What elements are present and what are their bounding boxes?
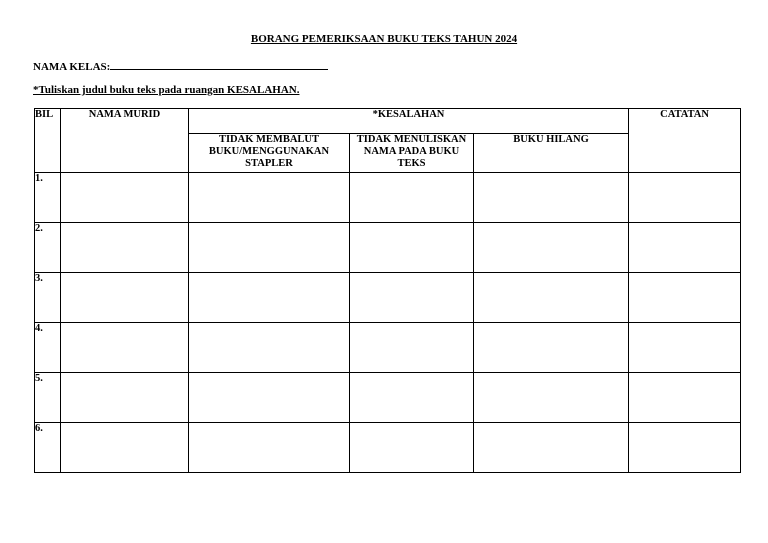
cell-tidak-menuliskan-nama[interactable] bbox=[350, 423, 474, 473]
cell-catatan[interactable] bbox=[629, 373, 741, 423]
cell-tidak-menuliskan-nama[interactable] bbox=[350, 323, 474, 373]
cell-catatan[interactable] bbox=[629, 273, 741, 323]
cell-catatan[interactable] bbox=[629, 423, 741, 473]
cell-tidak-menuliskan-nama[interactable] bbox=[350, 173, 474, 223]
inspection-table bbox=[34, 108, 741, 473]
form-title: BORANG PEMERIKSAAN BUKU TEKS TAHUN 2024 bbox=[250, 33, 518, 45]
table-row bbox=[35, 273, 741, 323]
cell-nama-murid[interactable] bbox=[61, 273, 189, 323]
table-row bbox=[35, 223, 741, 273]
table-header-row bbox=[35, 109, 741, 134]
cell-buku-hilang[interactable] bbox=[474, 423, 629, 473]
table-row bbox=[35, 373, 741, 423]
cell-buku-hilang[interactable] bbox=[474, 223, 629, 273]
cell-buku-hilang[interactable] bbox=[474, 373, 629, 423]
cell-tidak-membalut[interactable] bbox=[189, 323, 350, 373]
cell-tidak-membalut[interactable] bbox=[189, 373, 350, 423]
cell-nama-murid[interactable] bbox=[61, 323, 189, 373]
header-kesalahan: *KESALAHAN bbox=[189, 109, 629, 134]
class-name-line bbox=[33, 59, 328, 73]
subheader-tidak-membalut: TIDAK MEMBALUT BUKU/MENGGUNAKAN STAPLER bbox=[189, 134, 350, 173]
row-number: 5. bbox=[35, 373, 61, 423]
cell-nama-murid[interactable] bbox=[61, 423, 189, 473]
table-row bbox=[35, 423, 741, 473]
subheader-buku-hilang: BUKU HILANG bbox=[474, 134, 629, 173]
cell-tidak-membalut[interactable] bbox=[189, 223, 350, 273]
cell-nama-murid[interactable] bbox=[61, 373, 189, 423]
row-number: 3. bbox=[35, 273, 61, 323]
class-name-label: NAMA KELAS: bbox=[33, 61, 111, 73]
instruction-note: *Tuliskan judul buku teks pada ruangan KESALAHAN. bbox=[33, 84, 300, 96]
header-nama-murid: NAMA MURID bbox=[61, 109, 189, 173]
cell-catatan[interactable] bbox=[629, 223, 741, 273]
cell-buku-hilang[interactable] bbox=[474, 173, 629, 223]
row-number: 4. bbox=[35, 323, 61, 373]
cell-tidak-membalut[interactable] bbox=[189, 273, 350, 323]
table-row bbox=[35, 323, 741, 373]
cell-buku-hilang[interactable] bbox=[474, 323, 629, 373]
cell-catatan[interactable] bbox=[629, 323, 741, 373]
header-catatan: CATATAN bbox=[629, 109, 741, 173]
header-bil: BIL bbox=[35, 109, 61, 173]
cell-tidak-membalut[interactable] bbox=[189, 173, 350, 223]
cell-nama-murid[interactable] bbox=[61, 173, 189, 223]
cell-nama-murid[interactable] bbox=[61, 223, 189, 273]
cell-tidak-menuliskan-nama[interactable] bbox=[350, 223, 474, 273]
cell-catatan[interactable] bbox=[629, 173, 741, 223]
row-number: 1. bbox=[35, 173, 61, 223]
table-row bbox=[35, 173, 741, 223]
cell-tidak-membalut[interactable] bbox=[189, 423, 350, 473]
cell-buku-hilang[interactable] bbox=[474, 273, 629, 323]
cell-tidak-menuliskan-nama[interactable] bbox=[350, 373, 474, 423]
row-number: 2. bbox=[35, 223, 61, 273]
row-number: 6. bbox=[35, 423, 61, 473]
class-name-blank[interactable] bbox=[110, 59, 328, 70]
cell-tidak-menuliskan-nama[interactable] bbox=[350, 273, 474, 323]
subheader-tidak-menuliskan-nama: TIDAK MENULISKAN NAMA PADA BUKU TEKS bbox=[350, 134, 474, 173]
